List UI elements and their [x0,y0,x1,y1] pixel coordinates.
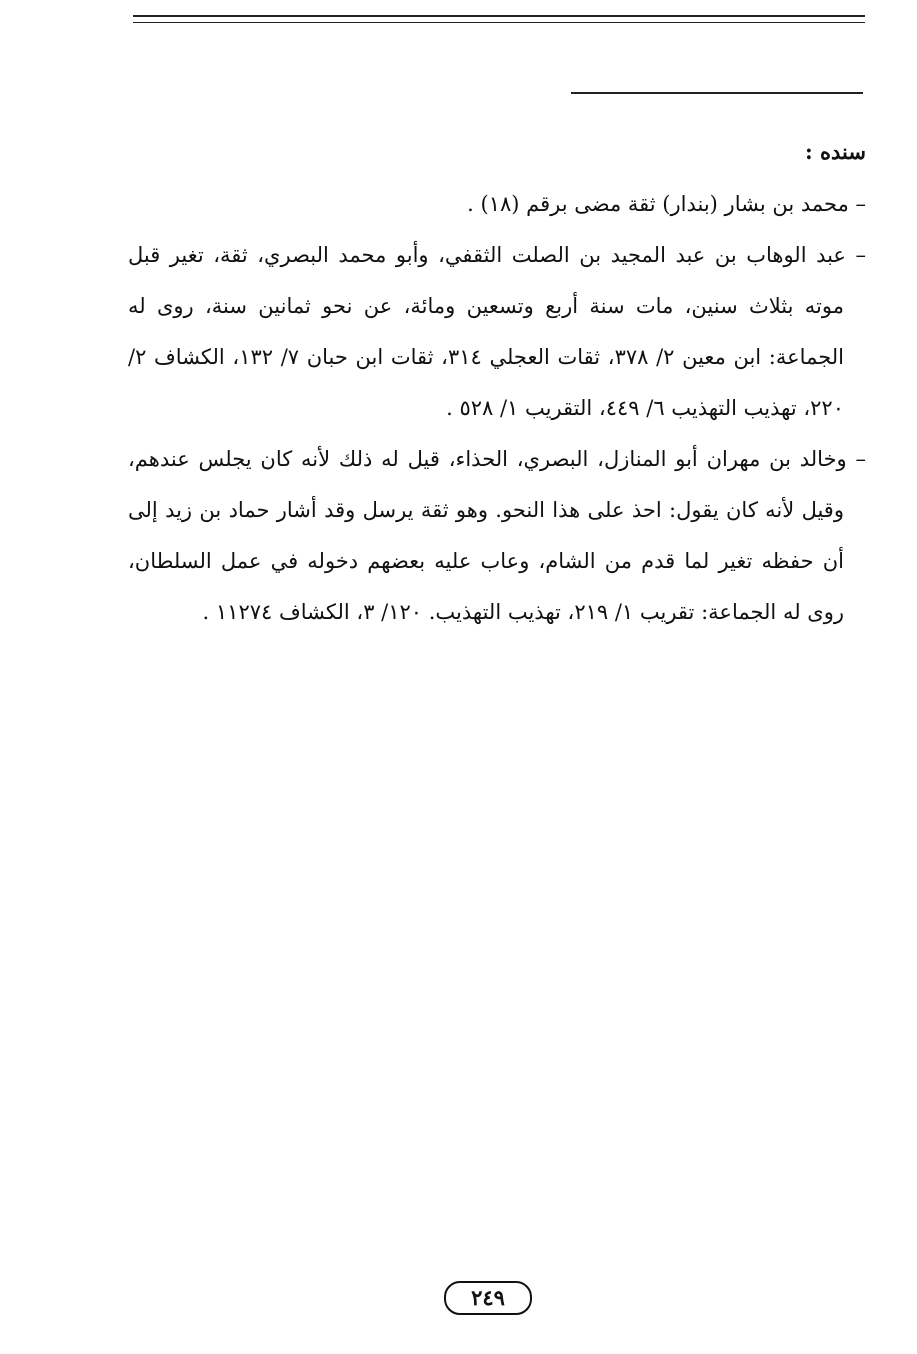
header-rule-thick [133,15,865,17]
narrator-entry-2: – عبد الوهاب بن عبد المجيد بن الصلت الثقفي، وأبو محمد البصري، ثقة، تغير قبل موته بثلاث سنين، مات سنة أربع وتسعين ومائة، عن نحو ثمانين سنة، روى له الجماعة: ابن معين ٢/ ٣٧٨، ثقات العجلي ٣١٤، ثقات ابن حبان ٧/ ١٣٢، الكشاف ٢/ ٢٢٠، تهذيب التهذيب ٦/ ٤٤٩، التقريب ١/ ٥٢٨ . [128,243,866,420]
header-rule-thin [133,22,865,23]
page-number: ٢٤٩ [444,1281,532,1315]
narrator-entry-1: – محمد بن بشار (بندار) ثقة مضى برقم (١٨) . [467,192,866,216]
section-divider [571,92,863,94]
section-heading: سنده : [804,139,866,164]
page-body [128,126,866,638]
narrator-entry-3: – وخالد بن مهران أبو المنازل، البصري، الحذاء، قيل له ذلك لأنه كان يجلس عندهم، وقيل لأنه كان يقول: احذ على هذا النحو. وهو ثقة يرسل وقد أشار حماد بن زيد إلى أن حفظه تغير لما قدم من الشام، وعاب عليه بعضهم دخوله في عمل السلطان، روى له الجماعة: تقريب ١/ ٢١٩، تهذيب التهذيب. ١٢٠/ ٣، الكشاف ١١٢٧٤ . [128,447,866,624]
